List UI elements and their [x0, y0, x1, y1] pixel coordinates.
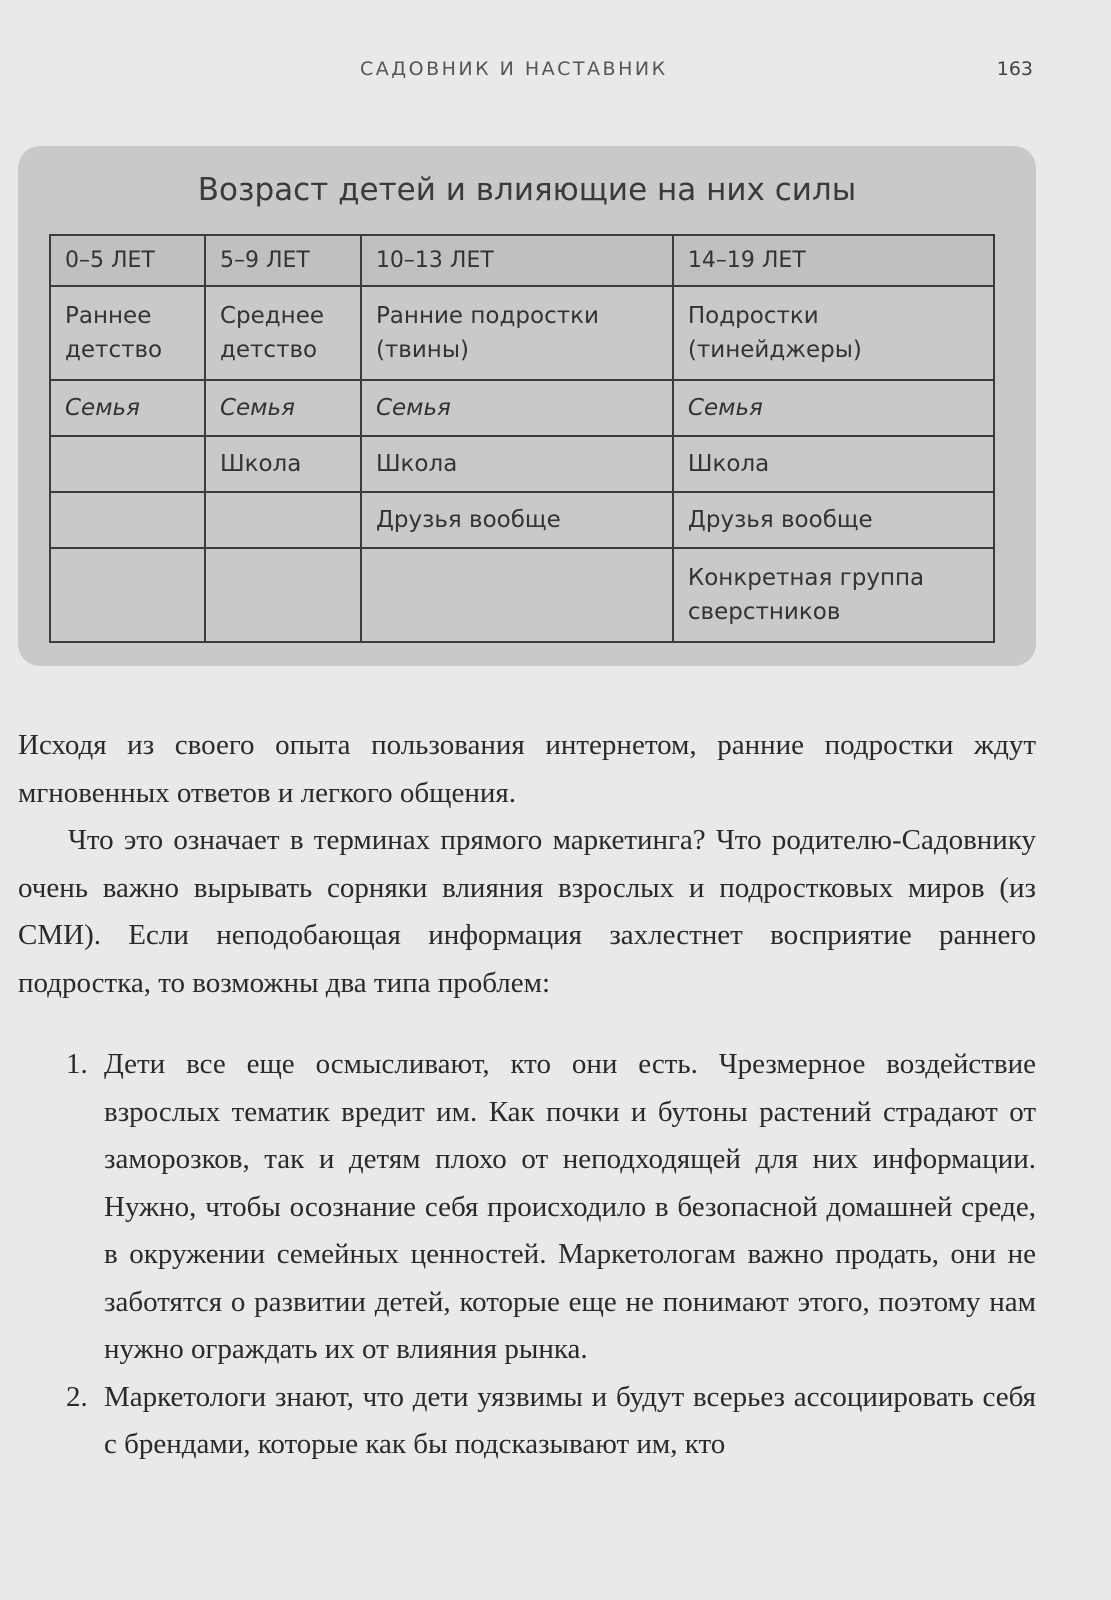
column-header: 0–5 ЛЕТ [50, 235, 205, 286]
table-cell: Семья [361, 380, 673, 436]
table-cell: Подростки (тинейджеры) [673, 286, 994, 380]
table-cell [50, 548, 205, 642]
list-item-number: 1. [66, 1048, 88, 1080]
list-item-text: Дети все еще осмысливают, кто они есть. Чрезмерное воздействие взрослых тематик вредит им. Как почки и бутоны растений страдают от заморозков, так и детям плохо от неподходящей для них информации. Нужно, чтобы осознание себя происходило в безопасной домашней среде, в окружении семейных ценностей. Маркетологам важно продать, они не заботятся о развитии детей, которые еще не понимают этого, поэтому нам нужно ограждать их от влияния рынка. [104, 1048, 1036, 1365]
table-row [50, 286, 994, 380]
column-header: 14–19 ЛЕТ [673, 235, 994, 286]
list-item-number: 2. [66, 1380, 88, 1413]
infobox-title: Возраст детей и влияющие на них силы [197, 172, 857, 208]
list-item [18, 1041, 1036, 1374]
table-cell: Конкретная группа сверстников [673, 548, 994, 642]
list-item-text: Маркетологи знают, что дети уязвимы и будут всерьез ассоциировать себя с брендами, которые как бы подсказывают им, кто [104, 1380, 1036, 1460]
table-cell: Школа [673, 436, 994, 492]
column-header: 10–13 ЛЕТ [361, 235, 673, 286]
page-number: 163 [996, 58, 1033, 80]
table-row [50, 436, 994, 492]
table-cell: Раннее детство [50, 286, 205, 380]
table-cell: Среднее детство [205, 286, 361, 380]
table-row [50, 492, 994, 548]
table-cell [361, 548, 673, 642]
table-cell: Ранние подростки (твины) [361, 286, 673, 380]
table-cell: Школа [205, 436, 361, 492]
column-header: 5–9 ЛЕТ [205, 235, 361, 286]
table-cell: Семья [205, 380, 361, 436]
list-item [18, 1374, 1036, 1469]
table-cell [205, 492, 361, 548]
infobox [18, 146, 1036, 666]
running-head [0, 58, 1111, 88]
table-cell: Школа [361, 436, 673, 492]
body-text [18, 722, 1036, 1469]
table-cell: Семья [50, 380, 205, 436]
table-row [50, 380, 994, 436]
numbered-list [18, 1041, 1036, 1469]
table-cell: Друзья вообще [673, 492, 994, 548]
paragraph: Исходя из своего опыта пользования интернетом, ранние подростки ждут мгновенных ответов и легкого общения. [18, 729, 1036, 809]
table-cell [205, 548, 361, 642]
table-cell [50, 436, 205, 492]
running-title: САДОВНИК И НАСТАВНИК [360, 58, 668, 80]
table-cell: Семья [673, 380, 994, 436]
table-cell: Друзья вообще [361, 492, 673, 548]
age-forces-table [49, 234, 995, 643]
table-cell [50, 492, 205, 548]
table-row [50, 548, 994, 642]
paragraph: Что это означает в терминах прямого маркетинга? Что родителю-Садовнику очень важно вырывать сорняки влияния взрослых и подростковых миров (из СМИ). Если неподобающая информация захлестнет восприятие раннего подростка, то возможны два типа проблем: [18, 824, 1036, 999]
table-header-row [50, 235, 994, 286]
